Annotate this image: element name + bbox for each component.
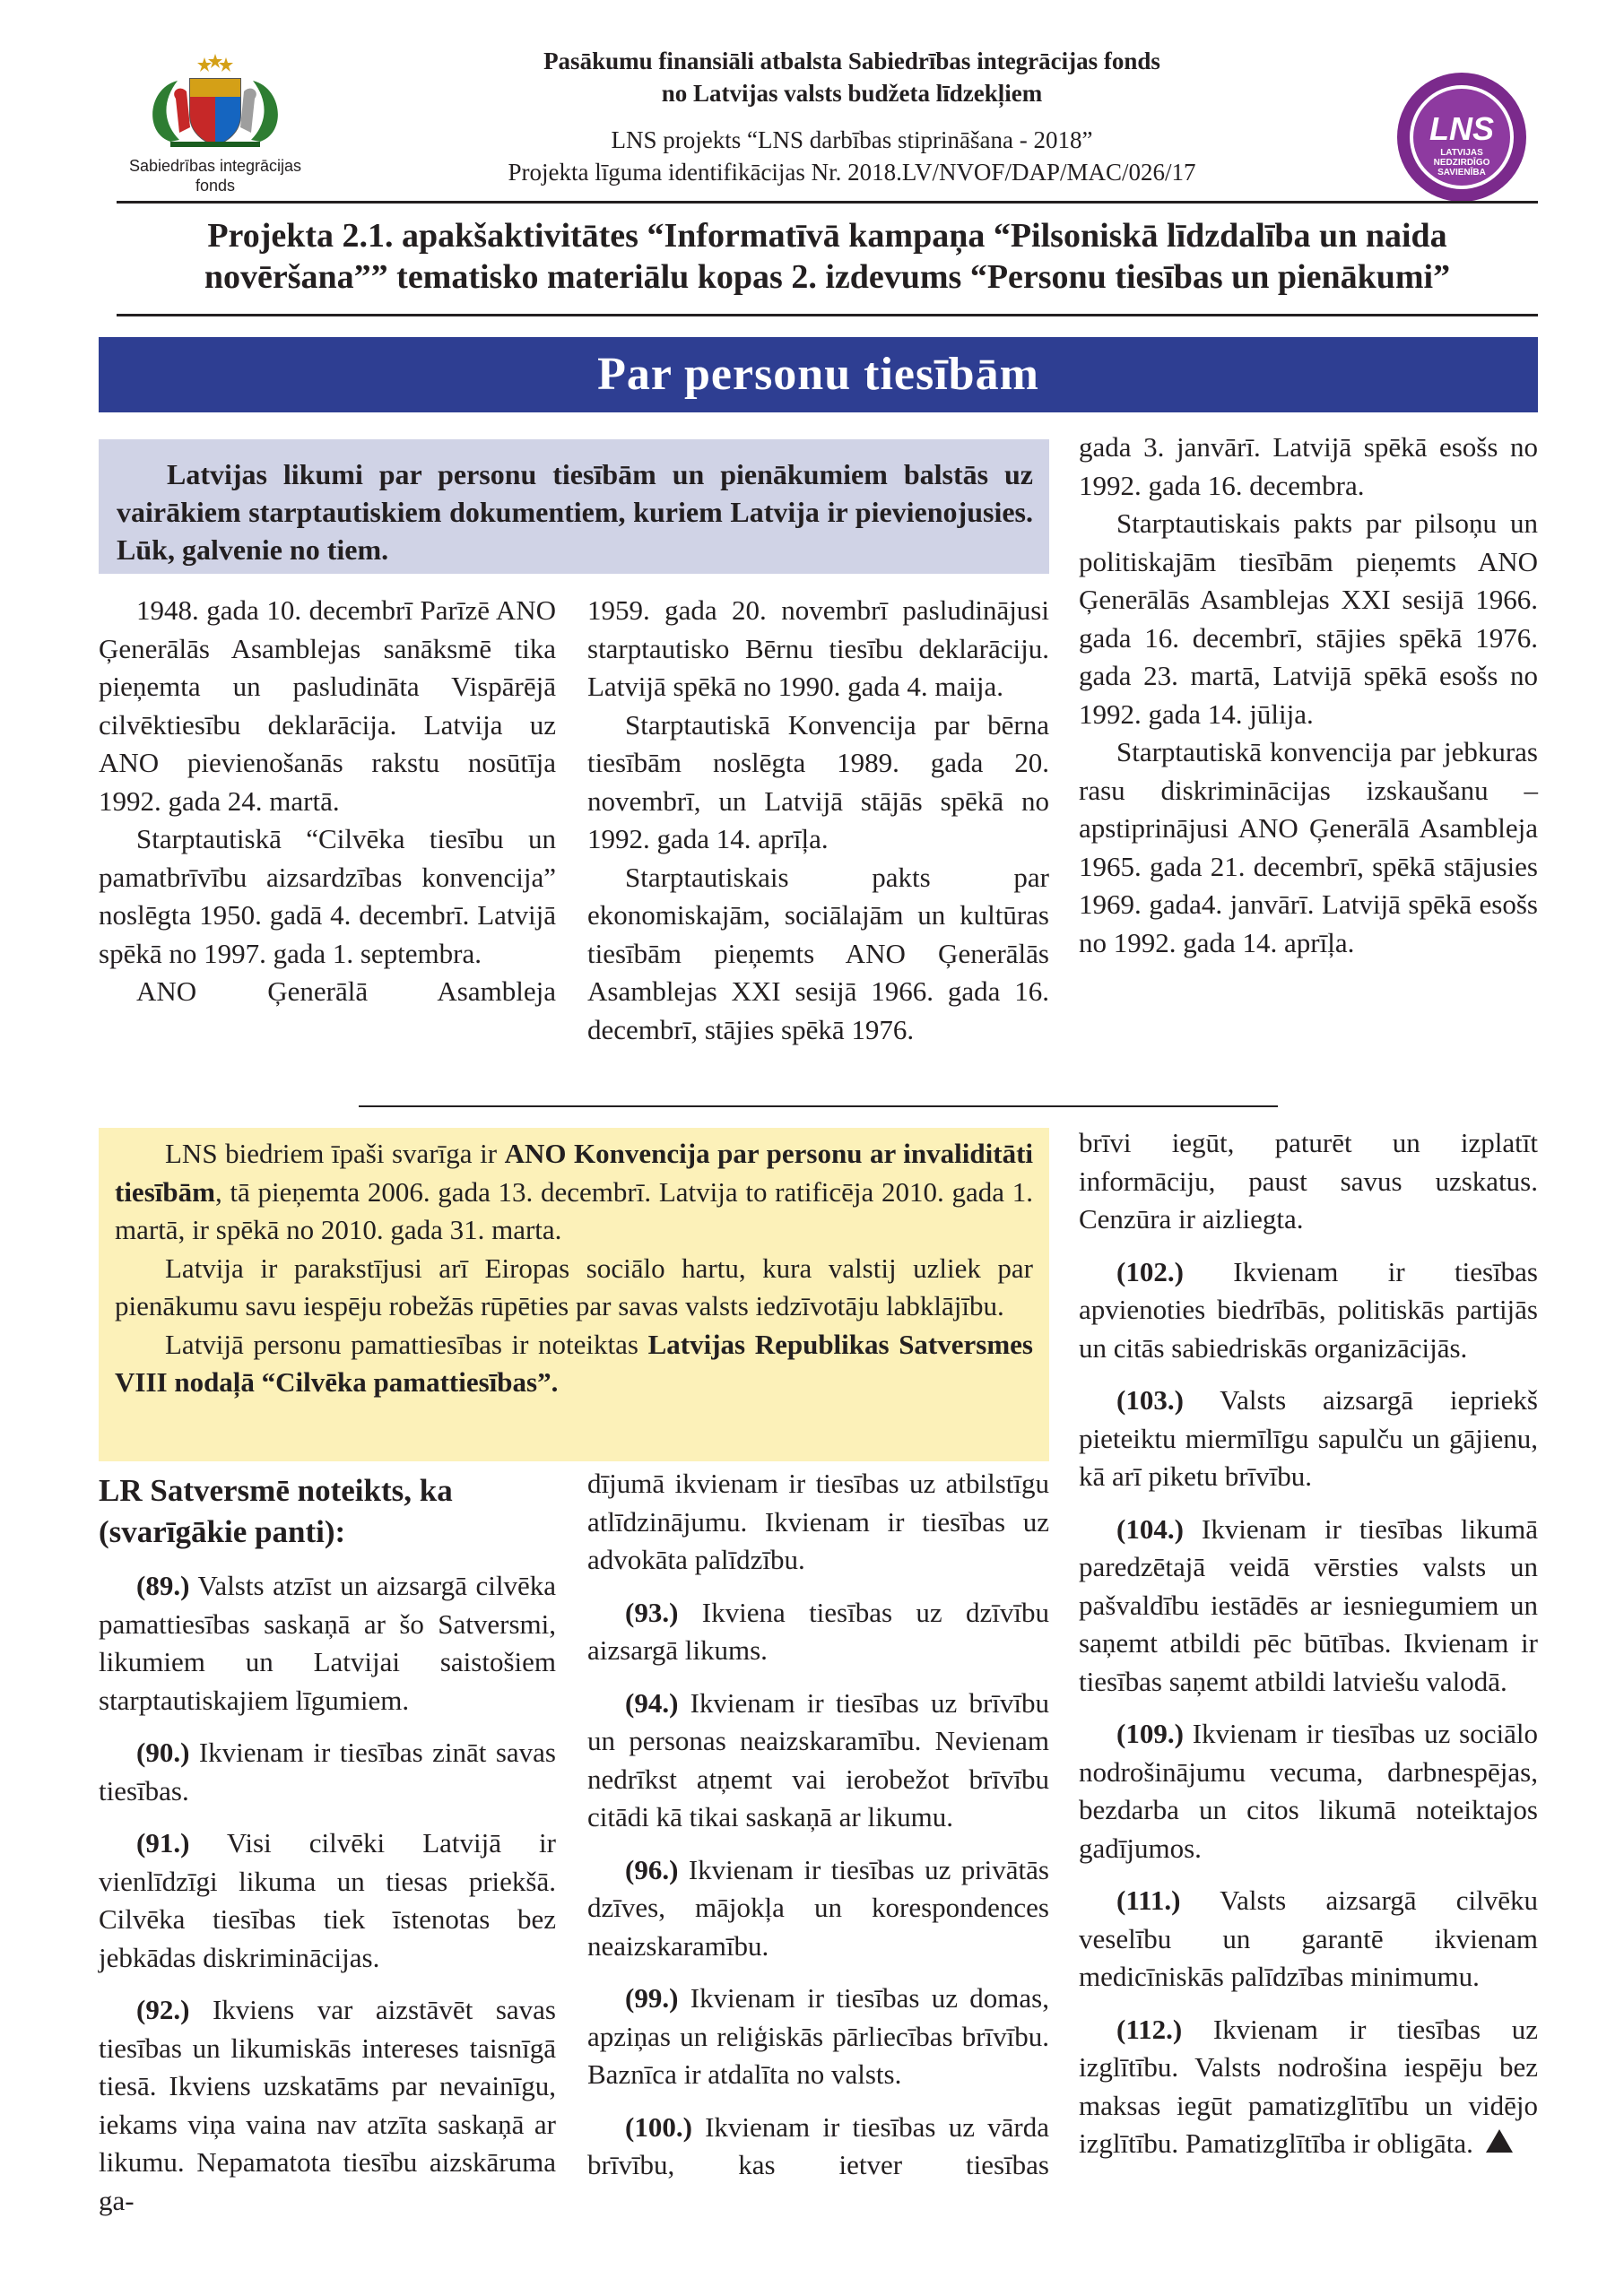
page-title: Par personu tiesībām (99, 337, 1538, 412)
article-number: (109.) (1116, 1718, 1184, 1749)
article-text: Ikvienam ir tiesības uz izglītību. Valsts nodrošina iespēju bez maksas iegūt pamatizglītību un vidējo izglītību. Pamatizglītība ir obligāta. (1079, 2013, 1538, 2159)
article-number: (112.) (1116, 2013, 1183, 2045)
article-number: (102.) (1116, 1255, 1184, 1287)
treaties-column-1 (99, 592, 556, 1011)
article-number: (89.) (136, 1570, 190, 1601)
project-contract-number: Projekta līguma identifikācijas Nr. 2018.LV/NVOF/DAP/MAC/026/17 (508, 159, 1196, 186)
article-number: (104.) (1116, 1512, 1184, 1545)
article-100 (587, 2109, 1049, 2185)
lns-highlight-box (99, 1128, 1049, 1461)
lns-logo (1394, 70, 1529, 204)
header-divider (117, 201, 1538, 204)
logo-caption-line2: fonds (195, 177, 236, 195)
lns-logo-sub-3: SAVIENĪBA (1437, 168, 1486, 178)
article-text: Valsts aizsargā iepriekš pieteiktu miermīlīgu sapulču un gājienu, kā arī piketu brīvību. (1079, 1384, 1538, 1492)
constitution-chapter: Latvijas Republikas Satversmes VIII nodaļā “Cilvēka pamattiesības”. (115, 1328, 1033, 1398)
lns-logo-text: LNS (1429, 110, 1494, 147)
text-run: LNS biedriem īpaši svarīga ir (165, 1138, 505, 1169)
treaty-paragraph: gada 3. janvārī. Latvijā spēkā esošs no 1992. gada 16. decembra. (1079, 431, 1538, 501)
section-divider (359, 1105, 1278, 1107)
subtitle-line-1: Projekta 2.1. apakšaktivitātes “Informatīvā kampaņa “Pilsoniskā līdzdalība un naida (207, 217, 1447, 255)
treaty-paragraph: Starptautiskā Konvencija par bērna tiesībām noslēgta 1989. gada 20. novembrī, un Latvijā stājās spēkā no 1992. gada 14. aprīļa. (587, 708, 1049, 854)
treaties-column-2 (587, 592, 1049, 1049)
project-name: LNS projekts “LNS darbības stiprināšana - 2018” (611, 126, 1093, 153)
article-text: Ikvienam ir tiesības uz vārda brīvību, kas ietver tiesības (587, 2110, 1049, 2180)
articles-column-1 (99, 1567, 556, 2220)
funder-statement (448, 45, 1255, 109)
article-text: Ikviena tiesības uz dzīvību aizsargā likums. (587, 1596, 1049, 1666)
project-info (404, 124, 1300, 188)
subtitle-line-2: novēršana”” tematisko materiālu kopas 2. izdevums “Personu tiesības un pienākumi” (204, 258, 1451, 296)
publication-subtitle (117, 215, 1538, 298)
logo-caption-line1: Sabiedrības integrācijas (128, 157, 302, 175)
article-91 (99, 1824, 556, 1977)
article-92-continued: dījumā ikvienam ir tiesības uz atbilstīgu atlīdzinājumu. Ikvienam ir tiesības uz advokāta palīdzību. (587, 1468, 1049, 1575)
lns-paragraph-1 (115, 1135, 1033, 1250)
sif-logo (108, 52, 323, 204)
lns-logo-sub-2: NEDZIRDĪGO (1433, 158, 1490, 168)
lns-paragraph-3 (115, 1326, 1033, 1402)
article-text: Ikvienam ir tiesības apvienoties biedrībās, politiskās partijās un citās sabiedriskās organizācijās. (1079, 1255, 1538, 1364)
article-90 (99, 1734, 556, 1810)
article-96 (587, 1851, 1049, 1966)
article-112 (1079, 2011, 1538, 2163)
article-103 (1079, 1382, 1538, 1496)
article-89 (99, 1567, 556, 1720)
article-text: Valsts aizsargā cilvēku veselību un garantē ikvienam medicīniskās palīdzības minimumu. (1079, 1884, 1538, 1992)
articles-column-3 (1079, 1124, 1538, 2163)
article-text: Ikvienam ir tiesības uz sociālo nodrošinājumu vecuma, darbnespējas, bezdarba un citos likumā noteiktajos gadījumos. (1079, 1718, 1538, 1864)
convention-name: ANO Konvencija par personu ar invaliditāti tiesībām (115, 1138, 1034, 1208)
treaties-column-3 (1079, 429, 1538, 962)
article-100-continued: brīvi iegūt, paturēt un izplatīt informāciju, paust savus uzskatus. Cenzūra ir aizliegta. (1079, 1127, 1538, 1235)
article-text: Ikvienam ir tiesības likumā paredzētajā veidā vērsties valsts un pašvaldību iestādēs ar iesniegumiem un saņemt atbildi pēc būtības. Ikvienam ir tiesības saņemt atbildi latviešu valodā. (1079, 1512, 1538, 1697)
funder-line-2: no Latvijas valsts budžeta līdzekļiem (661, 80, 1043, 107)
article-text: Ikvienam ir tiesības zināt savas tiesības. (99, 1737, 556, 1806)
article-102 (1079, 1253, 1538, 1368)
article-number: (92.) (136, 1994, 190, 2025)
articles-column-2 (587, 1465, 1049, 2185)
article-104 (1079, 1511, 1538, 1702)
article-text: Ikvienam ir tiesības uz privātās dzīves, mājokļa un korespondences neaizskaramību. (587, 1853, 1049, 1962)
article-number: (93.) (625, 1596, 679, 1628)
article-number: (90.) (136, 1737, 190, 1768)
article-number: (91.) (136, 1827, 190, 1858)
text-run: , tā pieņemta 2006. gada 13. decembrī. Latvija to ratificēja 2010. gada 1. martā, ir spēkā no 2010. gada 31. marta. (115, 1175, 1033, 1245)
article-text: Ikviens var aizstāvēt savas tiesības un likumiskās intereses taisnīgā tiesā. Ikviens uzskatāms par nevainīgu, iekams viņa vaina nav atzīta saskaņā ar likumu. Nepamatota tiesību aizskāruma ga- (99, 1994, 556, 2216)
treaty-paragraph: 1959. gada 20. novembrī pasludinājusi starptautisko Bērnu tiesību deklarāciju. Latvijā spēkā no 1990. gada 4. maija. (587, 594, 1049, 702)
article-number: (99.) (625, 1982, 679, 2014)
treaty-paragraph: Starptautiskais pakts par pilsoņu un politiskajām tiesībām pieņemts ANO Ģenerālās Asamblejas XXI sesijā 1966. gada 16. decembrī, stājies spēkā 1976. gada 23. martā, Latvijā spēkā esošs no 1992. gada 14. jūlija. (1079, 507, 1538, 730)
treaty-paragraph: ANO Ģenerālā Asambleja (136, 975, 556, 1007)
article-99 (587, 1980, 1049, 2094)
end-triangle-icon (1486, 2129, 1513, 2153)
intro-box: Latvijas likumi par personu tiesībām un pienākumiem balstās uz vairākiem starptautiskiem dokumentiem, kuriem Latvija ir pievienojusies. Lūk, galvenie no tiem. (99, 439, 1049, 574)
article-number: (111.) (1116, 1884, 1181, 1916)
satversme-heading: LR Satversmē noteikts, ka (svarīgākie panti): (99, 1473, 453, 1549)
treaty-paragraph: Starptautiskā “Cilvēka tiesību un pamatbrīvību aizsardzības konvencija” noslēgta 1950. gadā 4. decembrī. Latvijā spēkā no 1997. gada 1. septembra. (99, 823, 556, 969)
treaty-paragraph: Starptautiskais pakts par ekonomiskajām, sociālajām un kultūras tiesībām pieņemts ANO Ģenerālās Asamblejas XXI sesijā 1966. gada 16. decembrī, stājies spēkā 1976. (587, 861, 1049, 1045)
coat-of-arms-icon (108, 52, 323, 156)
article-92 (99, 1991, 556, 2220)
subtitle-divider (117, 314, 1538, 316)
funder-line-1: Pasākumu finansiāli atbalsta Sabiedrības integrācijas fonds (543, 48, 1160, 74)
text-run: Latvijā personu pamattiesības ir noteiktas (165, 1328, 648, 1360)
article-111 (1079, 1882, 1538, 1997)
lns-paragraph-2: Latvija ir parakstījusi arī Eiropas sociālo hartu, kura valstij uzliek par pienākumu savu iespēju robežās rūpēties par savas valsts iedzīvotāju labklājību. (115, 1252, 1033, 1321)
article-text: Valsts atzīst un aizsargā cilvēka pamattiesības saskaņā ar šo Satversmi, likumiem un Latvijai saistošiem starptautiskajiem līgumiem. (99, 1570, 556, 1716)
lns-logo-sub-1: LATVIJAS (1440, 148, 1483, 158)
article-number: (103.) (1116, 1384, 1184, 1416)
treaty-paragraph: Starptautiskā konvencija par jebkuras rasu diskriminācijas izskaušanu – apstiprinājusi ANO Ģenerālā Asambleja 1965. gada 21. decembrī, spēkā stājusies 1969. gada4. janvārī. Latvijā spēkā esošs no 1992. gada 14. aprīļa. (1079, 736, 1538, 958)
article-93 (587, 1594, 1049, 1670)
article-number: (96.) (625, 1853, 679, 1885)
article-text: Visi cilvēki Latvijā ir vienlīdzīgi likuma un tiesas priekšā. Cilvēka tiesības tiek īstenotas bez jebkādas diskriminācijas. (99, 1827, 556, 1973)
article-text: Ikvienam ir tiesības uz domas, apziņas un reliģiskās pārliecības brīvību. Baznīca ir atdalīta no valsts. (587, 1982, 1049, 2090)
article-109 (1079, 1715, 1538, 1867)
article-text: Ikvienam ir tiesības uz brīvību un personas neaizskaramību. Nevienam nedrīkst atņemt vai ierobežot brīvību citādi kā tikai saskaņā ar likumu. (587, 1686, 1049, 1832)
lns-badge-icon (1394, 70, 1529, 204)
article-94 (587, 1685, 1049, 1837)
article-number: (94.) (625, 1686, 679, 1719)
article-number: (100.) (625, 2110, 692, 2143)
treaty-paragraph: 1948. gada 10. decembrī Parīzē ANO Ģenerālās Asamblejas sanāksmē tika pieņemta un pasludināta Vispārējā cilvēktiesību deklarācija. Latvija uz ANO pievienošanās rakstu nosūtīja 1992. gada 24. martā. (99, 594, 556, 817)
